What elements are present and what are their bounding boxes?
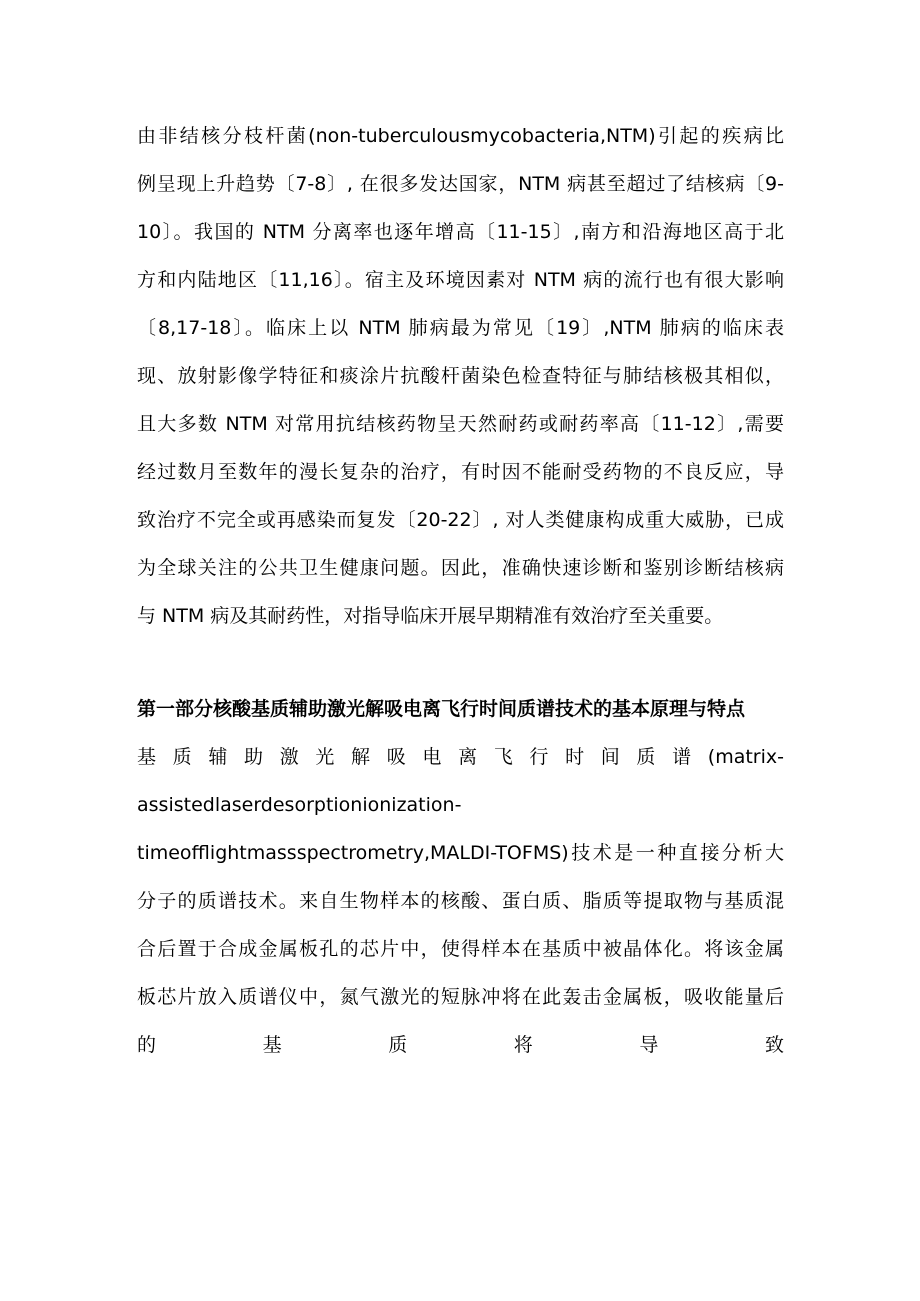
paragraph-line: 基质辅助激光解吸电离飞行时间质谱(matrix- xyxy=(137,746,784,768)
paragraph-line: 为全球关注的公共卫生健康问题。因此，准确快速诊断和鉴别诊断结核病 xyxy=(137,557,784,579)
paragraph-line: 与 NTM 病及其耐药性，对指导临床开展早期精准有效治疗至关重要。 xyxy=(137,605,724,627)
intro-paragraph xyxy=(137,112,784,640)
paragraph-line: 方和内陆地区〔11,16〕。宿主及环境因素对 NTM 病的流行也有很大影响 xyxy=(137,269,784,291)
paragraph-line: 例呈现上升趋势〔7-8〕, 在很多发达国家，NTM 病甚至超过了结核病〔9- xyxy=(137,173,784,195)
paragraph-line: 合后置于合成金属板孔的芯片中，使得样本在基质中被晶体化。将该金属 xyxy=(137,938,784,960)
paragraph-line: 由非结核分枝杆菌(non-tuberculousmycobacteria,NTM)引起的疾病比 xyxy=(137,125,784,147)
paragraph-line: 10〕。我国的 NTM 分离率也逐年增高〔11-15〕,南方和沿海地区高于北 xyxy=(137,221,784,243)
paragraph-gap xyxy=(137,640,784,685)
paragraph-line: 分子的质谱技术。来自生物样本的核酸、蛋白质、脂质等提取物与基质混 xyxy=(137,890,784,912)
document-page xyxy=(137,112,784,1069)
paragraph-line: 经过数月至数年的漫长复杂的治疗，有时因不能耐受药物的不良反应，导 xyxy=(137,461,784,483)
paragraph-line: 的 基 质 将 导 致 xyxy=(137,1034,784,1056)
paragraph-line: 致治疗不完全或再感染而复发〔20-22〕, 对人类健康构成重大威胁，已成 xyxy=(137,509,784,531)
maldi-paragraph xyxy=(137,733,784,1069)
section-heading: 第一部分核酸基质辅助激光解吸电离飞行时间质谱技术的基本原理与特点 xyxy=(137,698,746,720)
paragraph-line: timeofflightmassspectrometry,MALDI-TOFMS)技术是一种直接分析大 xyxy=(137,842,784,864)
paragraph-line: 现、放射影像学特征和痰涂片抗酸杆菌染色检查特征与肺结核极其相似， xyxy=(137,365,784,387)
paragraph-line: 且大多数 NTM 对常用抗结核药物呈天然耐药或耐药率高〔11-12〕,需要 xyxy=(137,413,784,435)
paragraph-line: assistedlaserdesorptionionization- xyxy=(137,794,462,816)
paragraph-line: 板芯片放入质谱仪中，氮气激光的短脉冲将在此轰击金属板，吸收能量后 xyxy=(137,986,784,1008)
paragraph-line: 〔8,17-18〕。临床上以 NTM 肺病最为常见〔19〕,NTM 肺病的临床表 xyxy=(137,317,784,339)
